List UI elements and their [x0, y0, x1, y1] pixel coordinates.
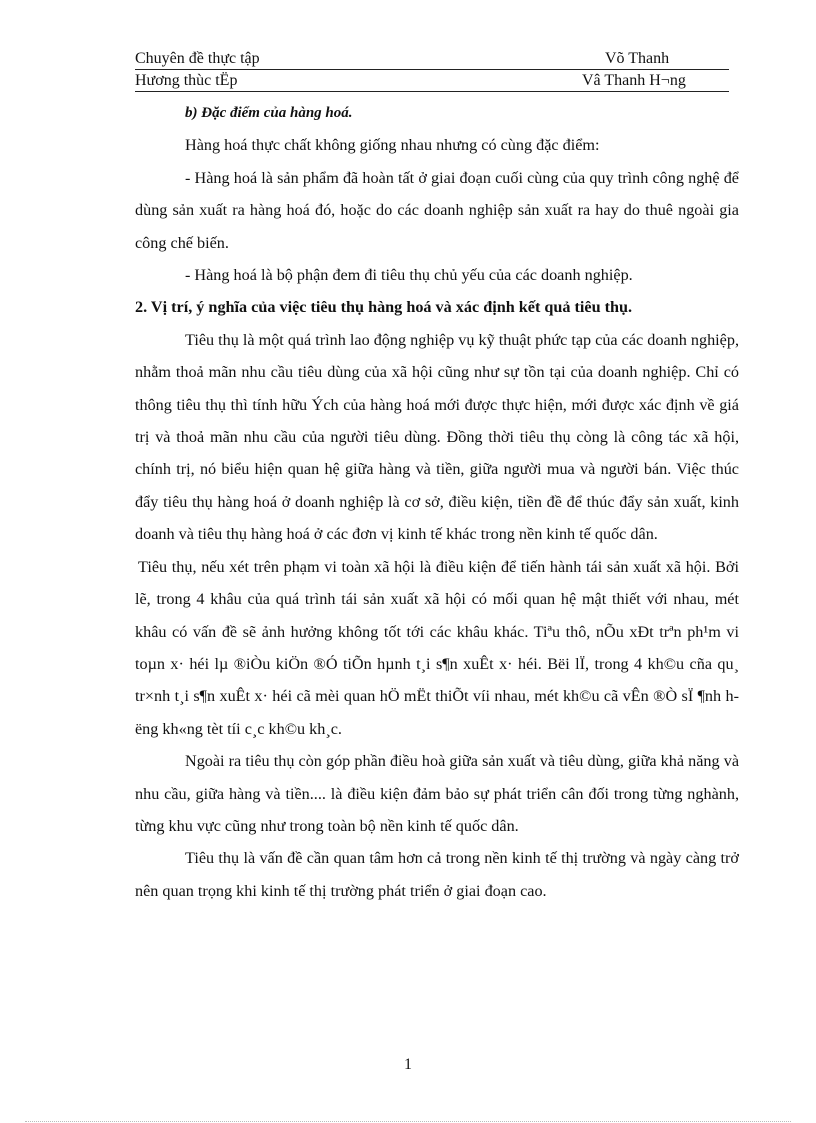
paragraph: Tiêu thụ là vấn đề cần quan tâm hơn cả trong nền kinh tế thị trường và ngày càng trở nên quan trọng khi kinh tế thị trường phát triển ở giai đoạn cao. — [135, 849, 739, 900]
paragraph: Tiêu thụ là một quá trình lao động nghiệp vụ kỹ thuật phức tạp của các doanh nghiệp, nhằm thoả mãn nhu cầu tiêu dùng của xã hội cũng như sự tồn tại của doanh nghiệp. Chỉ có thông tiêu thụ thì tính hữu Ých của hàng hoá mới được thực hiện, mới được xác định về giá trị và thoả mãn nhu cầu của người tiêu dùng. Đồng thời tiêu thụ còng là công tác xã hội, chính trị, nó biểu hiện quan hệ giữa hàng và tiền, giữa người mua và người bán. Việc thúc đẩy tiêu thụ hàng hoá ở doanh nghiệp là cơ sở, điều kiện, tiền đề để thúc đẩy sản xuất, kinh doanh và tiêu thụ hàng hoá ở các đơn vị kinh tế khác trong nền kinh tế quốc dân. — [135, 330, 739, 544]
paragraph: - Hàng hoá là sản phẩm đã hoàn tất ở giai đoạn cuối cùng của quy trình công nghệ để dùng sản xuất ra hàng hoá đó, hoặc do các doanh nghiệp sản xuất ra hay do thuê ngoài gia công chế biến. — [135, 168, 739, 252]
page-number: 1 — [404, 1056, 412, 1073]
document-body — [135, 97, 739, 907]
paragraph: Tiêu thụ, nếu xét trên phạm vi toàn xã hội là điều kiện để tiến hành tái sản xuất xã hội. Bởi lẽ, trong 4 khâu của quá trình tái sản xuất xã hội có mối quan hệ mật thiết với nhau, mét khâu có vấn đề sẽ ảnh hưởng không tốt tới các khâu khác. Tiªu thô, nÕu xÐt trªn ph¹m vi toµn x· héi lµ ®iÒu kiÖn ®Ó tiÕn hµnh t¸i s¶n xuÊt x· héi. Bëi lÏ, trong 4 kh©u cña qu¸ tr×nh t¸i s¶n xuÊt x· héi cã mèi quan hÖ mËt thiÕt víi nhau, mét kh©u cã vÊn ®Ò sÏ ¶nh hëng kh«ng tèt tíi c¸c kh©u kh¸c. — [135, 557, 739, 738]
paragraph: - Hàng hoá là bộ phận đem đi tiêu thụ chủ yếu của các doanh nghiệp. — [185, 266, 633, 285]
header-line-1 — [135, 50, 729, 70]
header-rule-1 — [135, 69, 729, 70]
paragraph: Ngoài ra tiêu thụ còn góp phần điều hoà giữa sản xuất và tiêu dùng, giữa khả năng và nhu cầu, giữa hàng và tiền.... là điều kiện đảm bảo sự phát triển cân đối trong từng nghành, từng khu vực cũng như trong toàn bộ nền kinh tế quốc dân. — [135, 752, 739, 835]
page-bottom-border — [25, 1121, 791, 1122]
header-doc-type: Chuyên đề thực tập — [135, 50, 260, 67]
section-heading-2: 2. Vị trí, ý nghĩa của việc tiêu thụ hàng hoá và xác định kết quả tiêu thụ. — [135, 298, 633, 317]
header-author: Võ Thanh — [605, 50, 670, 67]
header-doc-type-encoded: Hương thùc tËp — [135, 72, 238, 89]
header-author-encoded: Vâ Thanh H¬ng — [582, 72, 686, 89]
header-line-2 — [135, 72, 729, 92]
paragraph: Hàng hoá thực chất không giống nhau nhưng có cùng đặc điểm: — [185, 136, 600, 155]
header-rule-2 — [135, 91, 729, 92]
subheading-b: b) Đặc điểm của hàng hoá. — [185, 105, 353, 121]
